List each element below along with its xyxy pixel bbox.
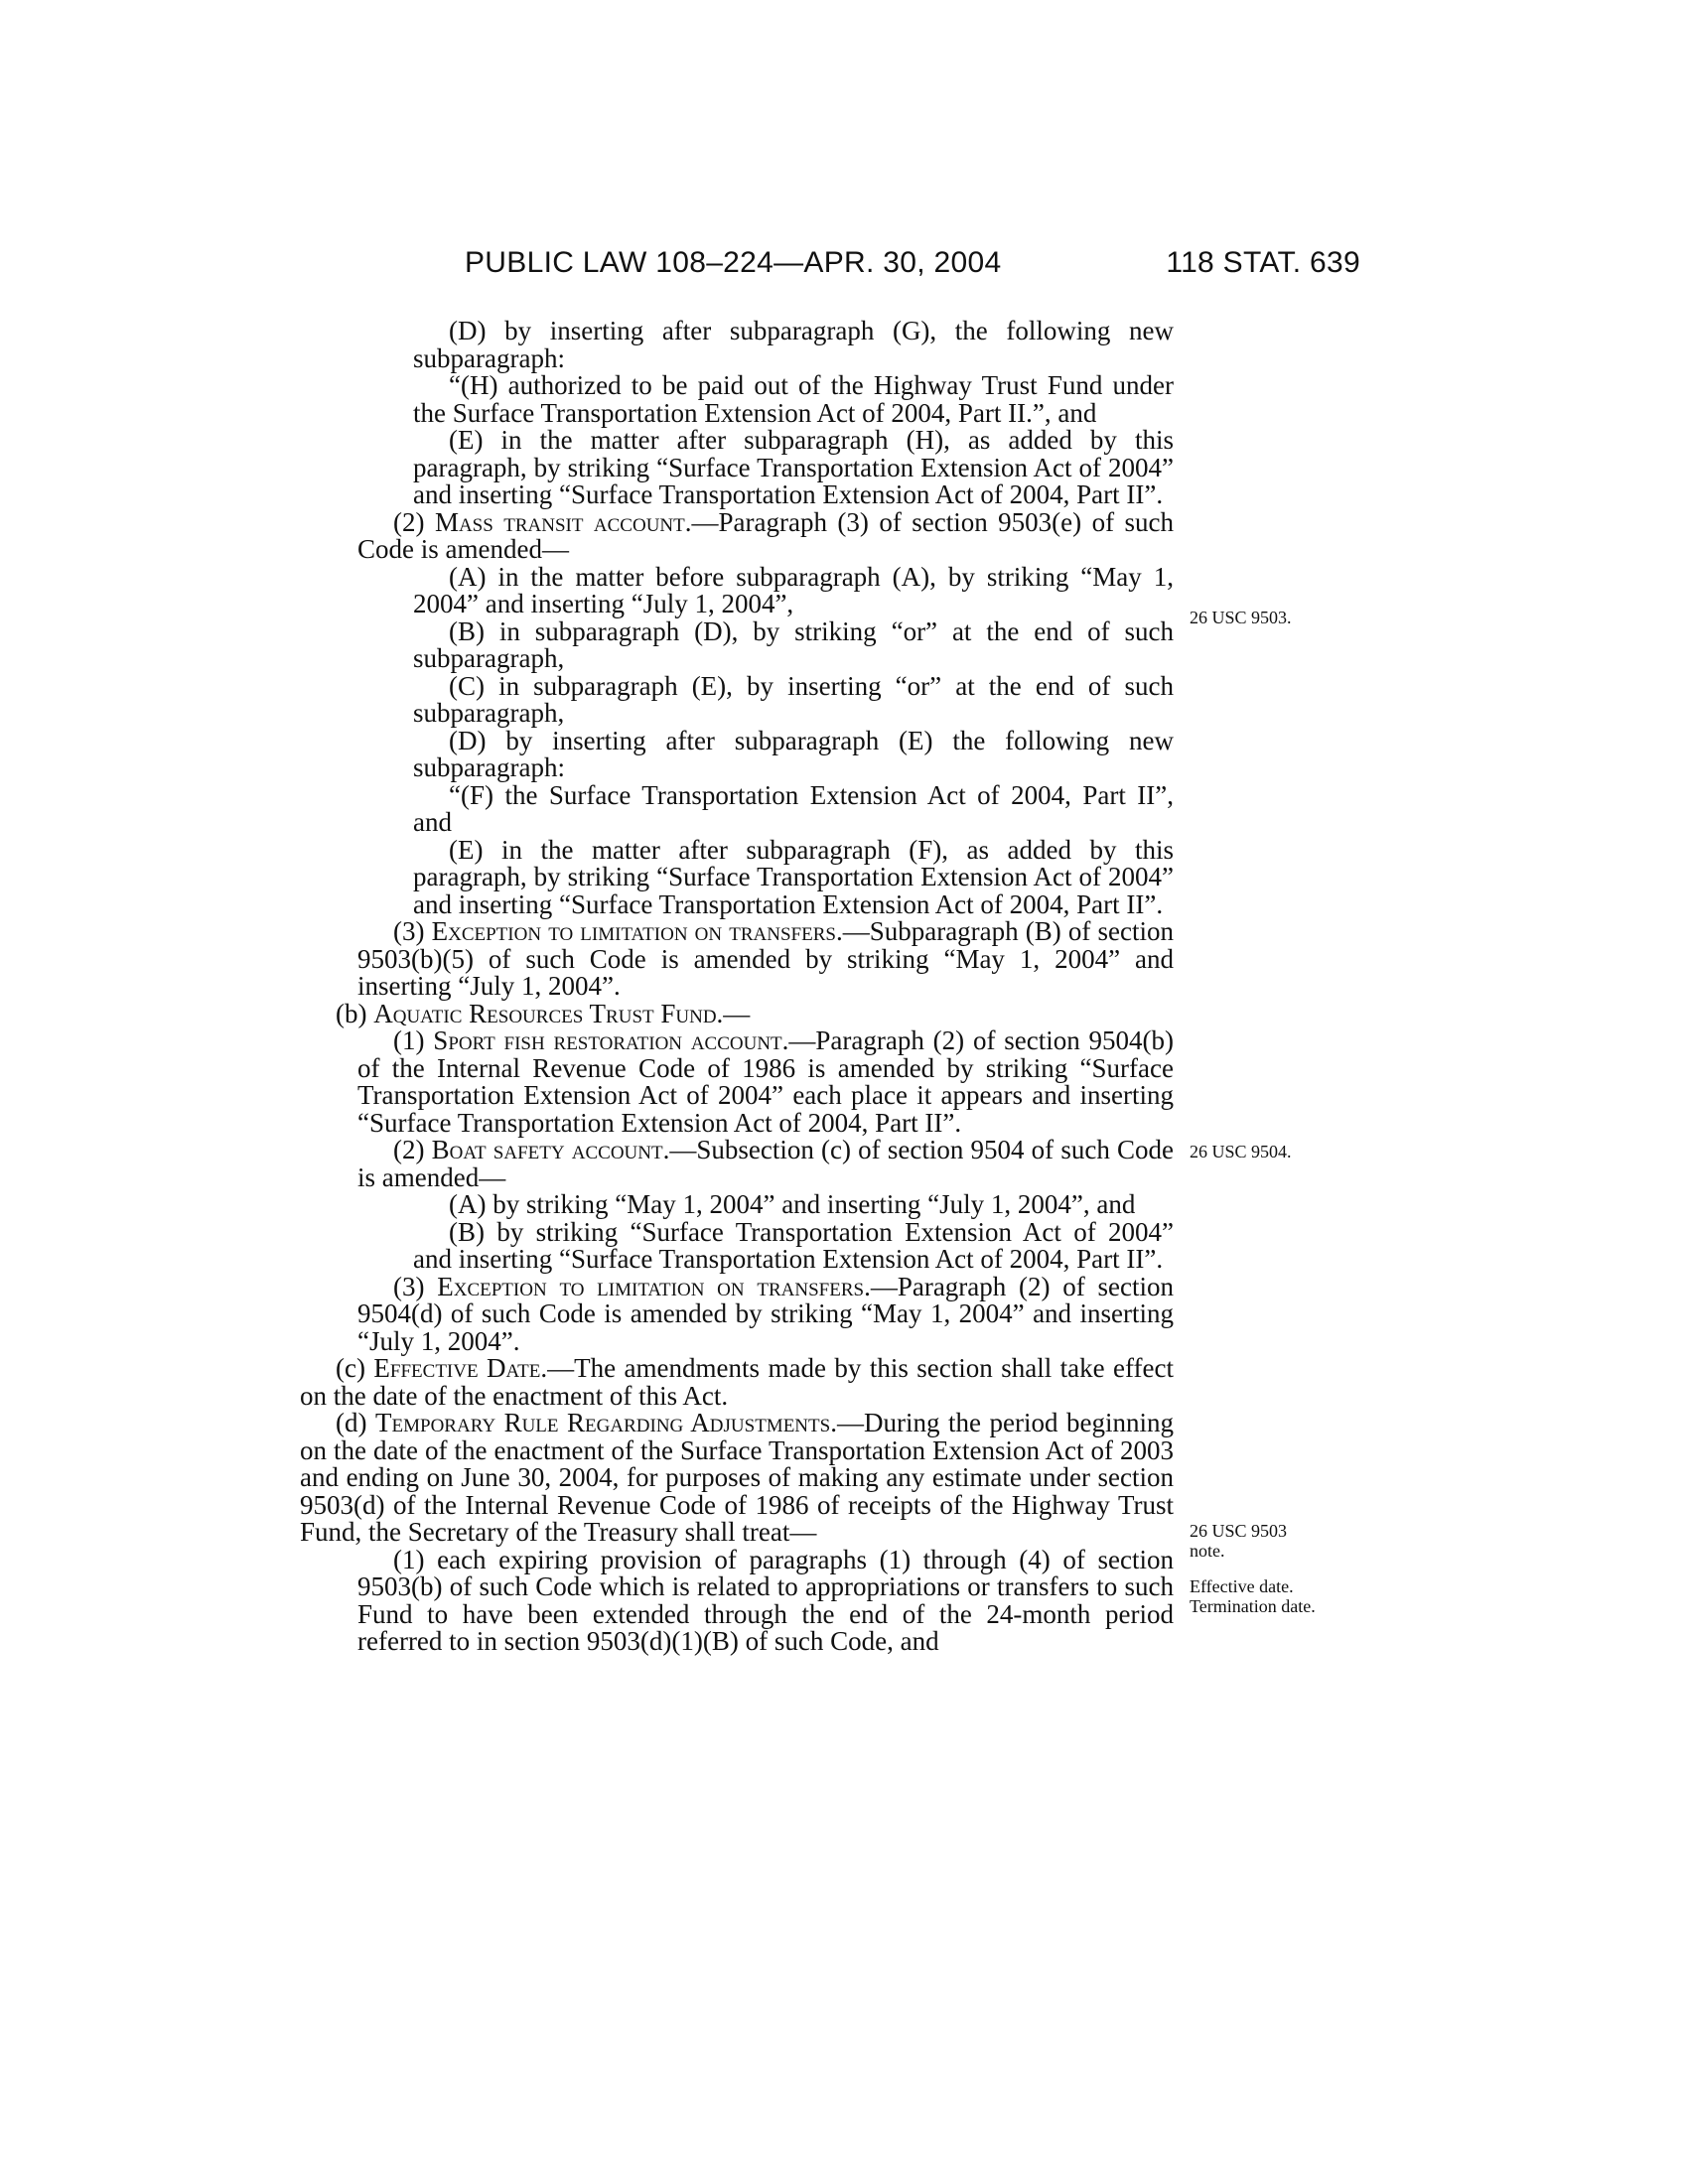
paragraph <box>300 670 1174 728</box>
margin-note: 26 USC 9503 note. <box>1190 1521 1288 1561</box>
document-body <box>300 318 1174 1656</box>
paragraph-text: .—Paragraph (2) of section 9504(b) of the Internal Revenue Code of 1986 is amended by striking “Surface Transportation Extension Act of 2004” each place it appears and inserting “Surface Transportation Extension Act of 2004, Part II”. <box>357 1025 1174 1138</box>
paragraph-number: (d) <box>336 1408 376 1437</box>
paragraph <box>300 615 1174 673</box>
margin-note: 26 USC 9503. <box>1190 608 1292 627</box>
paragraph-number: (2) <box>393 1135 432 1164</box>
paragraph-text: (D) by inserting after subparagraph (G), the following new subparagraph: <box>413 316 1174 373</box>
section-heading: Aquatic Resources Trust Fund <box>373 998 717 1028</box>
paragraph <box>300 1355 1174 1410</box>
section-heading: Boat safety account <box>431 1135 663 1164</box>
paragraph-text: .—The amendments made by this section shall take effect on the date of the enactment of this Act. <box>300 1353 1175 1411</box>
paragraph <box>300 1410 1174 1547</box>
paragraph <box>300 506 1175 564</box>
paragraph <box>300 1191 1174 1219</box>
paragraph-text: (B) by striking “Surface Transportation Extension Act of 2004” and inserting “Surface Transportation Extension Act of 2004, Part II”. <box>413 1216 1174 1274</box>
paragraph <box>300 1137 1174 1191</box>
paragraph <box>300 427 1174 509</box>
paragraph <box>300 779 1174 837</box>
paragraph-text: “(F) the Surface Transportation Extension Act of 2004, Part II”, and <box>413 779 1174 837</box>
section-heading: Exception to limitation on transfers <box>431 916 836 946</box>
paragraph-text: (E) in the matter after subparagraph (F), as added by this paragraph, by striking “Surface Transportation Extension Act of 2004” and inserting “Surface Transportation Extension Act of 2004, Part II”. <box>413 834 1174 919</box>
section-heading: Effective Date <box>373 1353 541 1383</box>
margin-note: Effective date. Termination date. <box>1190 1576 1316 1616</box>
section-heading: Temporary Rule Regarding Adjustments <box>375 1408 831 1437</box>
paragraph-text: (A) in the matter before subparagraph (A), by striking “May 1, 2004” and inserting “July 1, 2004”, <box>413 561 1174 618</box>
paragraph-text: (B) in subparagraph (D), by striking “or” at the end of such subparagraph, <box>413 615 1174 673</box>
statute-citation: 118 STAT. 639 <box>1166 246 1360 279</box>
paragraph-text: .—Subsection (c) of section 9504 of such Code is amended— <box>357 1135 1175 1192</box>
paragraph <box>300 561 1174 618</box>
section-heading: Exception to limitation on transfers <box>437 1271 865 1301</box>
paragraph-text: “(H) authorized to be paid out of the Highway Trust Fund under the Surface Transportation Extension Act of 2004, Part II.”, and <box>413 370 1174 428</box>
paragraph-text: (C) in subparagraph (E), by inserting “or” at the end of such subparagraph, <box>413 670 1174 728</box>
paragraph <box>300 834 1174 919</box>
paragraph-number: (c) <box>336 1353 374 1383</box>
section-heading: Mass transit account <box>434 506 685 537</box>
paragraph-text: .— <box>716 998 751 1028</box>
paragraph-number: (3) <box>393 916 432 946</box>
paragraph <box>300 998 1174 1028</box>
paragraph <box>300 725 1174 782</box>
paragraph <box>300 1216 1174 1274</box>
paragraph-number: (1) <box>393 1025 434 1055</box>
page-header <box>453 246 1360 292</box>
paragraph-text: .—Paragraph (2) of section 9504(d) of such Code is amended by striking “May 1, 2004” and inserting “July 1, 2004”. <box>357 1271 1175 1356</box>
paragraph-text: .—During the period beginning on the date of the enactment of the Surface Transportation Extension Act of 2003 and ending on June 30, 2004, for purposes of making any estimate under section 9503(d) of the Internal Revenue Code of 1986 of receipts of the Highway Trust Fund, the Secretary of the Treasury shall treat— <box>300 1408 1174 1547</box>
paragraph-number: (b) <box>336 998 374 1028</box>
paragraph <box>300 318 1174 372</box>
paragraph-number: (2) <box>393 506 435 537</box>
paragraph-text: (E) in the matter after subparagraph (H), as added by this paragraph, by striking “Surface Transportation Extension Act of 2004” and inserting “Surface Transportation Extension Act of 2004, Part II”. <box>413 425 1174 509</box>
section-heading: Sport fish restoration account <box>433 1025 782 1055</box>
paragraph <box>300 1271 1175 1356</box>
paragraph-text: .—Paragraph (3) of section 9503(e) of such Code is amended— <box>357 506 1175 564</box>
paragraph-text: (A) by striking “May 1, 2004” and inserting “July 1, 2004”, and <box>449 1189 1136 1219</box>
paragraph-text: .—Subparagraph (B) of section 9503(b)(5) of such Code is amended by striking “May 1, 2004” and inserting “July 1, 2004”. <box>357 916 1175 1001</box>
paragraph-number: (3) <box>393 1271 438 1301</box>
margin-note: 26 USC 9504. <box>1190 1142 1292 1161</box>
paragraph <box>300 1544 1174 1656</box>
paragraph <box>300 1027 1174 1137</box>
law-title: PUBLIC LAW 108–224—APR. 30, 2004 <box>465 246 1002 279</box>
paragraph-text: (1) each expiring provision of paragraphs (1) through (4) of section 9503(b) of such Code which is related to appropriations or transfers to such Fund to have been extended through the end of the 24-month period referred to in section 9503(d)(1)(B) of such Code, and <box>357 1544 1174 1656</box>
paragraph-text: (D) by inserting after subparagraph (E) the following new subparagraph: <box>413 725 1174 782</box>
paragraph <box>300 372 1174 427</box>
paragraph <box>300 918 1174 1001</box>
